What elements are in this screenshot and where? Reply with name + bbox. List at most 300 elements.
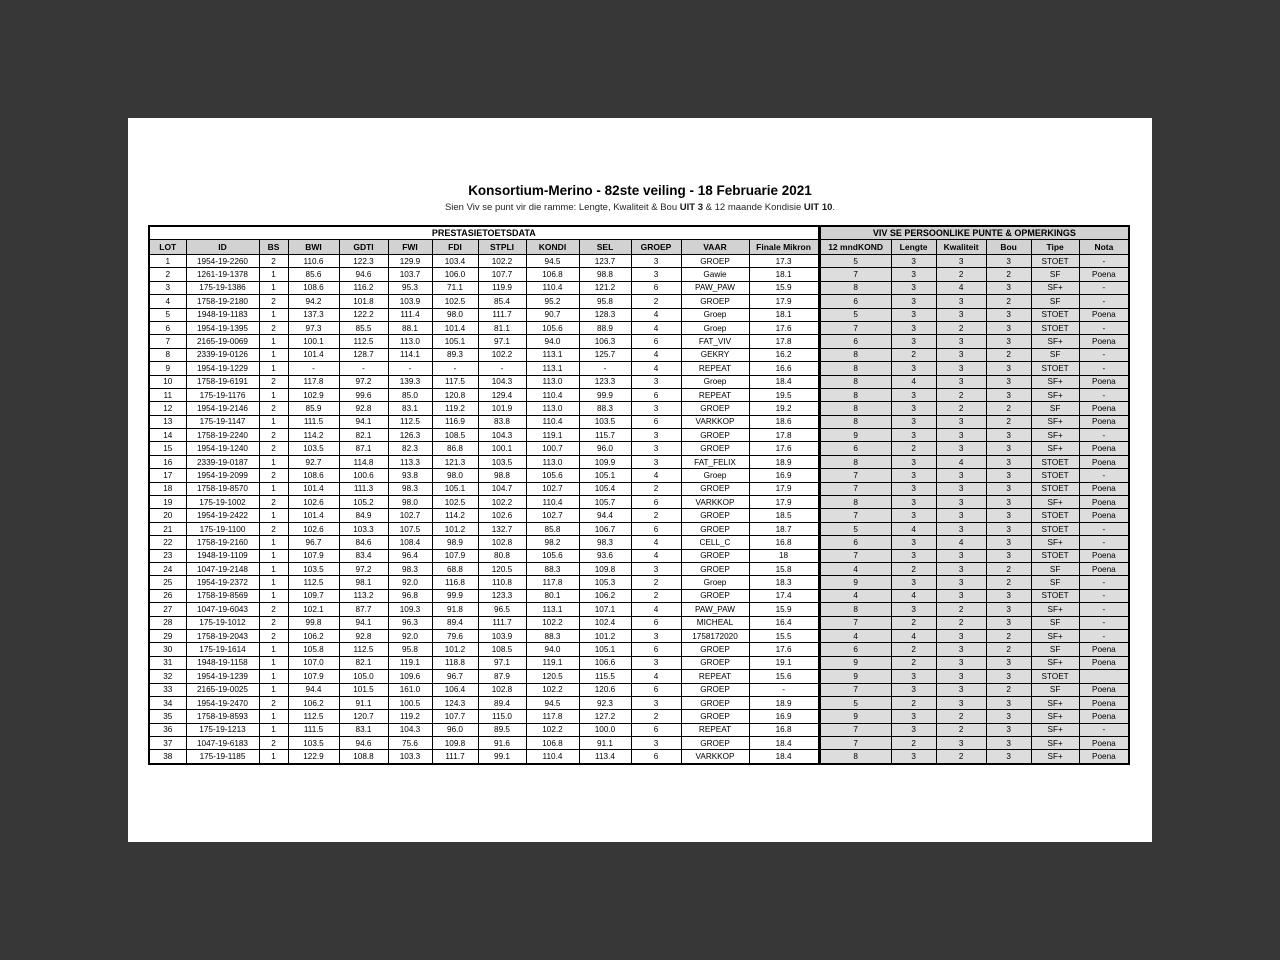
table-cell: 3 — [936, 482, 986, 495]
table-cell: 124.3 — [432, 696, 478, 709]
table-cell: 3 — [891, 683, 936, 696]
table-cell: 3 — [986, 429, 1031, 442]
table-cell: 3 — [986, 603, 1031, 616]
table-row — [149, 375, 1129, 388]
table-cell: 5 — [819, 308, 891, 321]
table-row — [149, 415, 1129, 428]
table-cell: GROEP — [681, 522, 749, 535]
table-cell: 82.3 — [388, 442, 432, 455]
table-cell: 9 — [819, 710, 891, 723]
table-cell: 103.5 — [288, 562, 339, 575]
table-cell: 1 — [259, 335, 288, 348]
table-cell: 113.0 — [526, 402, 579, 415]
table-cell: 37 — [149, 737, 186, 750]
table-cell: 94.6 — [339, 737, 388, 750]
table-cell: Poena — [1079, 696, 1129, 709]
table-cell: 4 — [631, 321, 681, 334]
table-cell: 103.5 — [288, 442, 339, 455]
table-row — [149, 388, 1129, 401]
column-header: GROEP — [631, 240, 681, 255]
table-cell: 1954-19-1239 — [186, 670, 259, 683]
table-cell: Poena — [1079, 737, 1129, 750]
table-cell: Poena — [1079, 509, 1129, 522]
table-cell: 90.7 — [526, 308, 579, 321]
table-cell: 81.1 — [478, 321, 526, 334]
table-cell: 116.8 — [432, 576, 478, 589]
table-cell: 5 — [819, 255, 891, 268]
table-cell: 2 — [631, 295, 681, 308]
table-cell: 17.8 — [749, 429, 819, 442]
table-cell: 3 — [986, 496, 1031, 509]
table-cell: SF — [1031, 295, 1079, 308]
table-cell: - — [1079, 616, 1129, 629]
table-cell: 19.1 — [749, 656, 819, 669]
table-cell: 175-19-1012 — [186, 616, 259, 629]
table-cell: 6 — [631, 522, 681, 535]
table-cell: GROEP — [681, 683, 749, 696]
table-cell: 3 — [986, 656, 1031, 669]
table-cell: 126.3 — [388, 429, 432, 442]
table-cell: 101.4 — [288, 509, 339, 522]
table-cell: 132.7 — [478, 522, 526, 535]
table-cell: 22 — [149, 536, 186, 549]
table-cell: 3 — [986, 281, 1031, 294]
table-cell: 101.4 — [288, 482, 339, 495]
table-cell: SF+ — [1031, 710, 1079, 723]
table-cell: - — [432, 362, 478, 375]
table-cell: 4 — [936, 455, 986, 468]
table-cell: 3 — [891, 321, 936, 334]
table-cell: 1954-19-2099 — [186, 469, 259, 482]
table-row — [149, 281, 1129, 294]
table-cell: 3 — [936, 589, 986, 602]
table-cell: 80.1 — [526, 589, 579, 602]
column-header: FWI — [388, 240, 432, 255]
table-cell: 97.2 — [339, 375, 388, 388]
table-cell: 89.4 — [432, 616, 478, 629]
table-cell: 104.7 — [478, 482, 526, 495]
table-cell: 110.4 — [526, 281, 579, 294]
table-row — [149, 482, 1129, 495]
table-cell: SF+ — [1031, 536, 1079, 549]
table-cell: 7 — [819, 723, 891, 736]
table-cell: 3 — [936, 362, 986, 375]
table-cell: 6 — [819, 295, 891, 308]
table-row — [149, 603, 1129, 616]
table-cell: 9 — [819, 670, 891, 683]
table-cell: - — [1079, 603, 1129, 616]
table-cell: 8 — [819, 402, 891, 415]
table-cell: 119.1 — [526, 429, 579, 442]
table-cell: 17.8 — [749, 335, 819, 348]
table-cell: 137.3 — [288, 308, 339, 321]
table-cell: FAT_VIV — [681, 335, 749, 348]
table-cell: 8 — [819, 603, 891, 616]
table-cell: 10 — [149, 375, 186, 388]
table-cell: 4 — [936, 281, 986, 294]
table-cell: 6 — [819, 335, 891, 348]
table-cell: 8 — [819, 750, 891, 764]
table-cell: 94.1 — [339, 415, 388, 428]
table-cell: 3 — [631, 656, 681, 669]
table-cell: GROEP — [681, 509, 749, 522]
table-cell: 3 — [631, 375, 681, 388]
table-cell: 3 — [986, 536, 1031, 549]
table-cell: - — [1079, 522, 1129, 535]
table-cell: 108.6 — [288, 469, 339, 482]
table-row — [149, 496, 1129, 509]
table-cell: 86.8 — [432, 442, 478, 455]
table-cell: 3 — [891, 268, 936, 281]
table-cell: 92.8 — [339, 402, 388, 415]
table-cell: 120.8 — [432, 388, 478, 401]
table-cell: 175-19-1614 — [186, 643, 259, 656]
table-cell: 95.3 — [388, 281, 432, 294]
table-cell: 110.4 — [526, 415, 579, 428]
table-cell: 175-19-1386 — [186, 281, 259, 294]
table-cell: 7 — [819, 683, 891, 696]
table-cell: 24 — [149, 562, 186, 575]
table-cell: 99.9 — [432, 589, 478, 602]
table-cell: 107.7 — [478, 268, 526, 281]
table-cell: VARKKOP — [681, 496, 749, 509]
table-cell: 110.4 — [526, 388, 579, 401]
table-cell: 120.7 — [339, 710, 388, 723]
table-cell: 101.4 — [432, 321, 478, 334]
table-cell: 1758-19-2043 — [186, 629, 259, 642]
table-cell: 8 — [819, 281, 891, 294]
table-cell: 3 — [631, 402, 681, 415]
table-cell: 161.0 — [388, 683, 432, 696]
table-cell: 3 — [986, 469, 1031, 482]
table-cell: 1 — [259, 656, 288, 669]
column-header: BWI — [288, 240, 339, 255]
table-cell: 3 — [986, 750, 1031, 764]
table-cell: 4 — [936, 536, 986, 549]
table-cell: 9 — [819, 429, 891, 442]
column-header: FDI — [432, 240, 478, 255]
table-cell: Groep — [681, 576, 749, 589]
table-cell: 109.6 — [388, 670, 432, 683]
table-cell: 18 — [149, 482, 186, 495]
table-cell: 36 — [149, 723, 186, 736]
table-cell: 1 — [259, 723, 288, 736]
table-cell: 115.7 — [579, 429, 631, 442]
table-cell: 2 — [259, 737, 288, 750]
table-cell: 1 — [259, 362, 288, 375]
table-cell: 2 — [259, 616, 288, 629]
table-cell: 112.5 — [288, 576, 339, 589]
table-cell: 119.1 — [526, 656, 579, 669]
table-cell: 2 — [936, 268, 986, 281]
table-cell: 175-19-1213 — [186, 723, 259, 736]
table-cell: SF+ — [1031, 656, 1079, 669]
table-cell: 2 — [259, 402, 288, 415]
table-cell: 111.5 — [288, 723, 339, 736]
table-cell: 17.6 — [749, 442, 819, 455]
table-cell: 129.9 — [388, 255, 432, 268]
table-cell: SF — [1031, 402, 1079, 415]
table-cell: 3 — [891, 482, 936, 495]
table-cell: 105.7 — [579, 496, 631, 509]
table-cell: 92.8 — [339, 629, 388, 642]
table-cell: 109.7 — [288, 589, 339, 602]
table-cell: GROEP — [681, 482, 749, 495]
table-cell: 1758-19-2160 — [186, 536, 259, 549]
table-cell: 83.1 — [339, 723, 388, 736]
table-cell: 11 — [149, 388, 186, 401]
table-cell: 106.8 — [526, 268, 579, 281]
table-cell: 13 — [149, 415, 186, 428]
table-row — [149, 522, 1129, 535]
table-cell: 106.8 — [526, 737, 579, 750]
table-cell: 97.3 — [288, 321, 339, 334]
table-cell: 3 — [891, 576, 936, 589]
table-cell: 98.0 — [388, 496, 432, 509]
table-cell: 113.1 — [526, 362, 579, 375]
table-cell: 102.8 — [478, 536, 526, 549]
table-cell: 85.5 — [339, 321, 388, 334]
table-cell: 3 — [986, 321, 1031, 334]
table-cell: GROEP — [681, 643, 749, 656]
table-cell: 4 — [631, 469, 681, 482]
table-row — [149, 589, 1129, 602]
table-cell: 109.8 — [579, 562, 631, 575]
table-cell — [1079, 670, 1129, 683]
table-cell: 1 — [259, 576, 288, 589]
table-cell: 6 — [631, 723, 681, 736]
table-row — [149, 696, 1129, 709]
table-row — [149, 469, 1129, 482]
table-cell: 3 — [986, 388, 1031, 401]
table-cell: - — [749, 683, 819, 696]
table-cell: SF+ — [1031, 629, 1079, 642]
table-row — [149, 670, 1129, 683]
table-cell: 94.6 — [339, 268, 388, 281]
table-cell: 175-19-1185 — [186, 750, 259, 764]
table-cell: 21 — [149, 522, 186, 535]
table-cell: 2 — [891, 442, 936, 455]
table-cell: 107.7 — [432, 710, 478, 723]
table-cell: 108.4 — [388, 536, 432, 549]
table-cell: 1758-19-8593 — [186, 710, 259, 723]
table-cell: Poena — [1079, 656, 1129, 669]
table-cell: 3 — [891, 469, 936, 482]
table-cell: 99.8 — [288, 616, 339, 629]
table-cell: 1 — [259, 348, 288, 361]
table-cell: 1 — [259, 455, 288, 468]
table-cell: 3 — [631, 696, 681, 709]
table-cell: 2 — [936, 750, 986, 764]
table-cell: VARKKOP — [681, 750, 749, 764]
table-cell: 101.2 — [432, 522, 478, 535]
table-row — [149, 616, 1129, 629]
table-cell: 2 — [986, 295, 1031, 308]
table-cell: 114.1 — [388, 348, 432, 361]
table-cell: 4 — [149, 295, 186, 308]
table-cell: 3 — [986, 362, 1031, 375]
table-cell: 103.5 — [579, 415, 631, 428]
table-cell: 1954-19-2260 — [186, 255, 259, 268]
table-cell: 119.2 — [388, 710, 432, 723]
table-cell: 3 — [936, 696, 986, 709]
table-cell: 110.4 — [526, 496, 579, 509]
table-cell: 7 — [819, 469, 891, 482]
table-cell: 9 — [819, 656, 891, 669]
table-cell: 85.0 — [388, 388, 432, 401]
table-cell: 96.8 — [388, 589, 432, 602]
table-row — [149, 455, 1129, 468]
table-cell: 97.2 — [339, 562, 388, 575]
table-cell: 119.9 — [478, 281, 526, 294]
table-cell: 2 — [936, 723, 986, 736]
table-cell: SF+ — [1031, 335, 1079, 348]
table-cell: 2 — [631, 710, 681, 723]
table-cell: 3 — [891, 295, 936, 308]
column-header: Nota — [1079, 240, 1129, 255]
table-cell: 99.9 — [579, 388, 631, 401]
table-cell: 1 — [259, 710, 288, 723]
table-cell: 1954-19-2470 — [186, 696, 259, 709]
table-cell: 5 — [819, 696, 891, 709]
table-cell: 16.4 — [749, 616, 819, 629]
table-cell: GROEP — [681, 737, 749, 750]
table-cell: 111.3 — [339, 482, 388, 495]
table-cell: 3 — [891, 402, 936, 415]
table-cell: 4 — [819, 589, 891, 602]
table-row — [149, 348, 1129, 361]
table-cell: 3 — [631, 255, 681, 268]
table-cell: STOET — [1031, 482, 1079, 495]
table-cell: 3 — [986, 710, 1031, 723]
table-cell: 16.8 — [749, 536, 819, 549]
table-cell: 30 — [149, 643, 186, 656]
table-cell: 110.8 — [478, 576, 526, 589]
section-header: VIV SE PERSOONLIKE PUNTE & OPMERKINGS — [819, 226, 1129, 240]
table-row — [149, 335, 1129, 348]
table-cell: 108.6 — [288, 281, 339, 294]
table-cell: 98.8 — [579, 268, 631, 281]
table-cell: 1954-19-2372 — [186, 576, 259, 589]
column-header: Kwaliteit — [936, 240, 986, 255]
table-cell: 18.7 — [749, 522, 819, 535]
table-cell: 95.8 — [388, 643, 432, 656]
table-cell: 6 — [631, 616, 681, 629]
table-cell: 1954-19-2146 — [186, 402, 259, 415]
table-cell: 8 — [149, 348, 186, 361]
table-cell: 1 — [259, 268, 288, 281]
table-cell: 106.0 — [432, 268, 478, 281]
table-cell: 85.8 — [526, 522, 579, 535]
table-cell: 1047-19-6043 — [186, 603, 259, 616]
table-cell: 112.5 — [388, 415, 432, 428]
table-cell: 1948-19-1109 — [186, 549, 259, 562]
table-cell: 1 — [259, 388, 288, 401]
table-cell: 3 — [936, 496, 986, 509]
table-cell: 104.3 — [478, 429, 526, 442]
table-cell: 3 — [149, 281, 186, 294]
table-cell: 88.3 — [526, 629, 579, 642]
table-cell: 3 — [631, 629, 681, 642]
table-cell: 82.1 — [339, 429, 388, 442]
table-cell: SF — [1031, 268, 1079, 281]
table-cell: 1758-19-6191 — [186, 375, 259, 388]
table-cell: 3 — [891, 281, 936, 294]
table-cell: 79.6 — [432, 629, 478, 642]
table-cell: 7 — [819, 549, 891, 562]
table-cell: 114.2 — [432, 509, 478, 522]
table-cell: 6 — [819, 643, 891, 656]
table-cell: 99.1 — [478, 750, 526, 764]
table-cell: 1758-19-8569 — [186, 589, 259, 602]
table-cell: 102.7 — [526, 509, 579, 522]
table-cell: 3 — [936, 643, 986, 656]
table-cell: 102.1 — [288, 603, 339, 616]
table-cell: 1758-19-8570 — [186, 482, 259, 495]
table-cell: 3 — [986, 723, 1031, 736]
table-cell: GROEP — [681, 696, 749, 709]
table-cell: 125.7 — [579, 348, 631, 361]
column-header: ID — [186, 240, 259, 255]
table-cell: 29 — [149, 629, 186, 642]
table-cell: 18 — [749, 549, 819, 562]
table-cell: GROEP — [681, 710, 749, 723]
table-cell: 2 — [891, 737, 936, 750]
table-cell: SF+ — [1031, 603, 1079, 616]
table-cell: 106.6 — [579, 656, 631, 669]
table-cell: 117.8 — [288, 375, 339, 388]
table-cell: 105.1 — [579, 469, 631, 482]
table-cell: 98.0 — [432, 308, 478, 321]
table-cell: 3 — [936, 737, 986, 750]
table-row — [149, 308, 1129, 321]
table-cell: 31 — [149, 656, 186, 669]
table-cell: 87.9 — [478, 670, 526, 683]
table-cell: STOET — [1031, 670, 1079, 683]
table-cell: 3 — [936, 255, 986, 268]
table-cell: 101.2 — [432, 643, 478, 656]
table-cell: 104.3 — [478, 375, 526, 388]
column-header: SEL — [579, 240, 631, 255]
table-cell: SF+ — [1031, 388, 1079, 401]
table-cell: 3 — [986, 737, 1031, 750]
table-cell: REPEAT — [681, 388, 749, 401]
table-cell: 102.7 — [388, 509, 432, 522]
table-cell: 18.9 — [749, 696, 819, 709]
table-cell: VARKKOP — [681, 415, 749, 428]
table-cell: GROEP — [681, 402, 749, 415]
table-cell: 121.2 — [579, 281, 631, 294]
table-cell: 3 — [891, 750, 936, 764]
table-cell: 120.5 — [526, 670, 579, 683]
table-cell: 98.1 — [339, 576, 388, 589]
table-cell: 19.5 — [749, 388, 819, 401]
table-cell: 4 — [891, 375, 936, 388]
table-cell: - — [288, 362, 339, 375]
table-cell: GROEP — [681, 295, 749, 308]
table-cell: 139.3 — [388, 375, 432, 388]
table-cell: 100.6 — [339, 469, 388, 482]
table-cell: 93.6 — [579, 549, 631, 562]
table-cell: 113.1 — [526, 603, 579, 616]
table-cell: 84.9 — [339, 509, 388, 522]
table-cell: 1 — [259, 683, 288, 696]
table-cell: 75.6 — [388, 737, 432, 750]
table-cell: SF+ — [1031, 442, 1079, 455]
table-cell: 107.5 — [388, 522, 432, 535]
table-cell: 96.4 — [388, 549, 432, 562]
table-cell: 7 — [819, 321, 891, 334]
